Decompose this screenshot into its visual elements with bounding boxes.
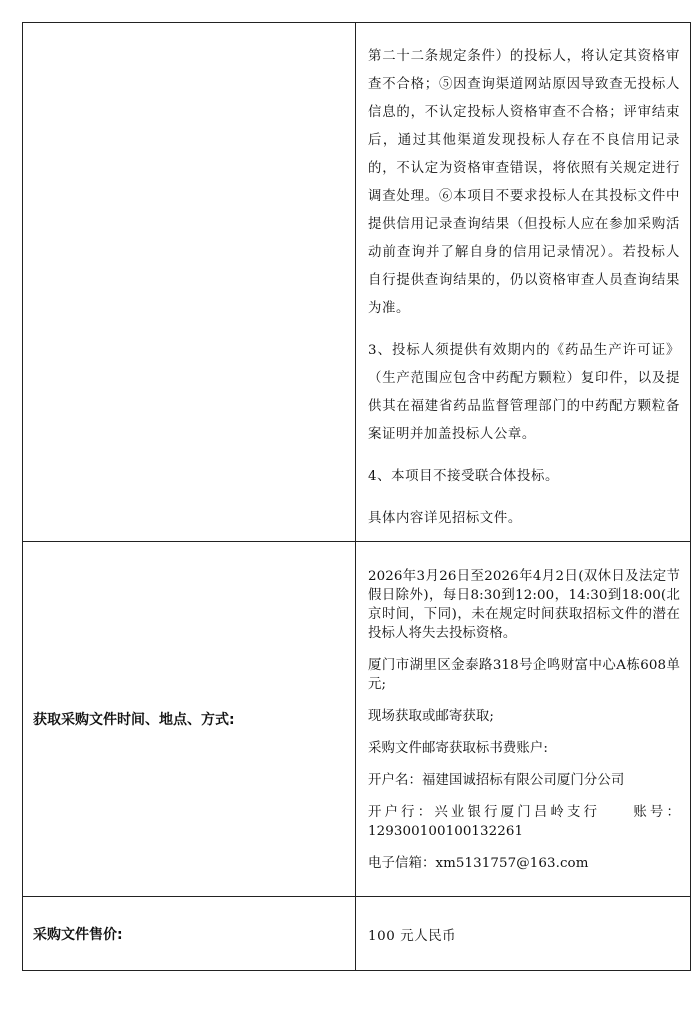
contact-email: 电子信箱：xm5131757@163.com (368, 856, 589, 871)
fee-account-heading: 采购文件邮寄获取标书费账户: (368, 741, 548, 756)
acquisition-cell (356, 542, 691, 897)
procurement-info-table (22, 22, 691, 971)
table-row-qualification (23, 23, 691, 542)
row-label-empty (23, 23, 356, 542)
qualification-paragraph-consortium: 4、本项目不接受联合体投标。 (368, 469, 559, 484)
qualification-paragraph-license: 3、投标人须提供有效期内的《药品生产许可证》（生产范围应包含中药配方颗粒）复印件，以及提供其在福建省药品监督管理部门的中药配方颗粒备案证明并加盖投标人公章。 (368, 343, 680, 442)
qualification-cell (356, 23, 691, 542)
qualification-paragraph-details: 具体内容详见招标文件。 (368, 511, 522, 526)
bank-account: 开户行：兴业银行厦门吕岭支行 账号：129300100100132261 (368, 805, 680, 839)
account-name: 开户名：福建国诚招标有限公司厦门分公司 (368, 773, 625, 788)
table-row-price (23, 897, 691, 971)
price-value: 100 元人民币 (368, 929, 457, 944)
price-label: 采购文件售价: (23, 897, 356, 971)
acquisition-label: 获取采购文件时间、地点、方式: (23, 542, 356, 897)
acquisition-address: 厦门市湖里区金泰路318号企鸣财富中心A栋608单元; (368, 658, 680, 692)
acquisition-method: 现场获取或邮寄获取; (368, 709, 495, 724)
price-cell (356, 897, 691, 971)
qualification-paragraph-credit: 第二十二条规定条件）的投标人，将认定其资格审查不合格；⑤因查询渠道网站原因导致查无投标人信息的，不认定投标人资格审查不合格；评审结束后，通过其他渠道发现投标人存在不良信用记录的，不认定为资格审查错误，将依照有关规定进行调查处理。⑥本项目不要求投标人在其投标文件中提供信用记录查询结果（但投标人应在参加采购活动前查询并了解自身的信用记录情况）。若投标人自行提供查询结果的，仍以资格审查人员查询结果为准。 (368, 49, 680, 316)
table-row-acquisition (23, 542, 691, 897)
acquisition-time: 2026年3月26日至2026年4月2日(双休日及法定节假日除外)，每日8:30到12:00，14:30到18:00(北京时间，下同)，未在规定时间获取招标文件的潜在投标人将失去投标资格。 (368, 569, 680, 641)
